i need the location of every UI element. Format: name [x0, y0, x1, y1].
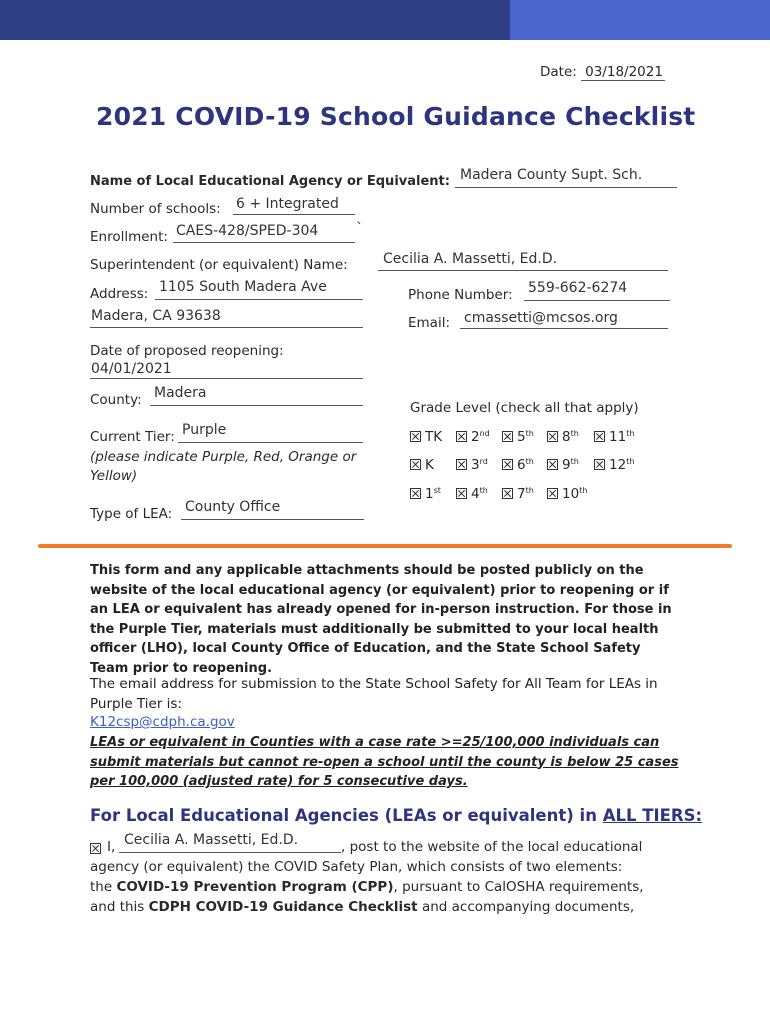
check-icon: [456, 431, 467, 442]
attest-check-icon: [90, 843, 101, 854]
check-icon: [502, 459, 513, 470]
attest-line4: [90, 899, 634, 915]
address-line2-field[interactable]: Madera, CA 93638: [91, 308, 221, 324]
attest-checkbox[interactable]: [90, 838, 105, 857]
reopen-label: Date of proposed reopening:: [90, 343, 284, 359]
county-label: County:: [90, 392, 142, 408]
attest-line2: agency (or equivalent) the COVID Safety Plan, which consists of two elements:: [90, 859, 623, 875]
grade-suffix: rd: [479, 457, 488, 466]
county-underline: [150, 405, 363, 406]
grade-suffix: th: [479, 486, 488, 495]
check-icon: [502, 431, 513, 442]
header-bar-light: [510, 0, 770, 40]
all-tiers-heading-prefix: For Local Educational Agencies (LEAs or equivalent) in: [90, 806, 597, 825]
reopen-underline: [90, 378, 363, 379]
attest-name-underline: [119, 852, 341, 853]
grade-suffix: th: [525, 429, 534, 438]
tier-underline: [178, 442, 363, 443]
lea-label: Name of Local Educational Agency or Equivalent:: [90, 174, 450, 189]
date-label: Date:: [540, 64, 577, 80]
superintendent-field[interactable]: Cecilia A. Massetti, Ed.D.: [383, 251, 558, 267]
address-underline: [155, 299, 363, 300]
grade-label: 4: [471, 486, 480, 502]
grade-label: 8: [562, 429, 571, 445]
grade-suffix: th: [525, 486, 534, 495]
grade-label: TK: [425, 429, 443, 445]
grade-label: 11: [609, 429, 627, 445]
grade-suffix: th: [525, 457, 534, 466]
all-tiers-heading-emph: ALL TIERS:: [602, 806, 703, 825]
address-field[interactable]: 1105 South Madera Ave: [159, 279, 327, 295]
address-line2-underline: [90, 327, 363, 328]
header-bar-dark: [0, 0, 510, 40]
grade-checkbox-6th[interactable]: [502, 457, 534, 473]
check-icon: [594, 431, 605, 442]
grade-label: 10: [562, 486, 580, 502]
notice-email-intro: The email address for submission to the State School Safety for All Team for LEAs in Purple Tier is:: [90, 676, 658, 712]
grade-checkbox-10th[interactable]: [547, 486, 587, 502]
grade-suffix: th: [579, 486, 588, 495]
grade-suffix: th: [626, 429, 635, 438]
grade-checkbox-1st[interactable]: [410, 486, 441, 502]
enrollment-tick: `: [356, 221, 363, 237]
attest-line3: [90, 879, 644, 895]
grade-checkbox-11th[interactable]: [594, 429, 634, 445]
enrollment-label: Enrollment:: [90, 229, 168, 245]
check-icon: [502, 488, 513, 499]
phone-field[interactable]: 559-662-6274: [528, 280, 628, 296]
grade-label: 1: [425, 486, 434, 502]
checklist-term: CDPH COVID-19 Guidance Checklist: [148, 899, 418, 915]
email-underline: [460, 328, 668, 329]
check-icon: [410, 431, 421, 442]
phone-underline: [524, 300, 670, 301]
section-divider: [38, 544, 732, 548]
grade-label: 9: [562, 457, 571, 473]
grade-label: 7: [517, 486, 526, 502]
grade-label: K: [425, 457, 434, 473]
phone-label: Phone Number:: [408, 287, 513, 303]
attest-suffix: , post to the website of the local educational: [341, 839, 643, 855]
grade-suffix: th: [570, 429, 579, 438]
submission-email-link[interactable]: K12csp@cdph.ca.gov: [90, 714, 235, 730]
tier-field[interactable]: Purple: [182, 422, 227, 438]
grade-checkbox-5th[interactable]: [502, 429, 534, 445]
attest-line4-a: and this: [90, 899, 145, 915]
grade-suffix: nd: [479, 429, 490, 438]
grade-heading: Grade Level (check all that apply): [410, 400, 639, 416]
grade-suffix: st: [433, 486, 441, 495]
enrollment-field[interactable]: CAES-428/SPED-304: [176, 223, 319, 239]
check-icon: [547, 459, 558, 470]
email-label: Email:: [408, 315, 451, 331]
reopen-field[interactable]: 04/01/2021: [91, 361, 172, 377]
check-icon: [456, 488, 467, 499]
cpp-term: COVID-19 Prevention Program (CPP): [116, 879, 394, 895]
grade-checkbox-7th[interactable]: [502, 486, 534, 502]
check-icon: [456, 459, 467, 470]
type-field[interactable]: County Office: [185, 499, 281, 515]
tier-hint: (please indicate Purple, Red, Orange or Yellow): [90, 449, 357, 484]
attest-line3-b: , pursuant to CalOSHA requirements,: [393, 879, 644, 895]
type-label: Type of LEA:: [90, 506, 173, 522]
superintendent-underline: [378, 270, 668, 271]
grade-label: 3: [471, 457, 480, 473]
tier-label: Current Tier:: [90, 429, 175, 445]
enrollment-underline: [173, 242, 355, 243]
schools-label: Number of schools:: [90, 201, 221, 217]
grade-label: 6: [517, 457, 526, 473]
grade-suffix: th: [626, 457, 635, 466]
county-field[interactable]: Madera: [154, 385, 207, 401]
lea-field[interactable]: Madera County Supt. Sch.: [460, 167, 643, 183]
check-icon: [410, 488, 421, 499]
grade-checkbox-tk[interactable]: [410, 429, 442, 445]
grade-checkbox-4th[interactable]: [456, 486, 488, 502]
grade-checkbox-3rd[interactable]: [456, 457, 488, 473]
schools-underline: [233, 214, 355, 215]
superintendent-label: Superintendent (or equivalent) Name:: [90, 257, 348, 273]
page-title: 2021 COVID-19 School Guidance Checklist: [96, 102, 696, 131]
schools-field[interactable]: 6 + Integrated: [236, 196, 339, 212]
grade-suffix: th: [570, 457, 579, 466]
type-underline: [181, 519, 364, 520]
attest-prefix: I,: [107, 839, 116, 855]
case-rate-warning: LEAs or equivalent in Counties with a case rate >=25/100,000 individuals can submit materials but cannot re-open a school until the county is below 25 cases per 100,000 (adjusted rate) for 5 consecutive days.: [90, 735, 679, 789]
date-value[interactable]: 03/18/2021: [581, 64, 665, 81]
attest-line4-b: and accompanying documents,: [421, 899, 635, 915]
grade-checkbox-12th[interactable]: [594, 457, 634, 473]
grade-checkbox-2nd[interactable]: [456, 429, 490, 445]
grade-label: 12: [609, 457, 627, 473]
grade-label: 5: [517, 429, 526, 445]
grade-checkbox-k[interactable]: [410, 457, 434, 473]
grade-checkbox-9th[interactable]: [547, 457, 579, 473]
date-row: [540, 64, 665, 81]
grade-label: 2: [471, 429, 480, 445]
grade-checkbox-8th[interactable]: [547, 429, 579, 445]
check-icon: [547, 488, 558, 499]
lea-underline: [455, 187, 677, 188]
check-icon: [410, 459, 421, 470]
check-icon: [594, 459, 605, 470]
email-field[interactable]: cmassetti@mcsos.org: [464, 310, 618, 326]
attest-line3-a: the: [90, 879, 113, 895]
check-icon: [547, 431, 558, 442]
notice-bold-text: This form and any applicable attachments should be posted publicly on the website of the local educational agency (or equivalent) prior to reopening or if an LEA or equivalent has already opened for in-person instruction. For those in the Purple Tier, materials must additionally be submitted to your local health officer (LHO), local County Office of Education, and the State School Safety Team prior to reopening.: [90, 563, 672, 676]
attest-name-field[interactable]: Cecilia A. Massetti, Ed.D.: [124, 832, 299, 848]
address-label: Address:: [90, 286, 149, 302]
all-tiers-heading: [90, 806, 702, 825]
